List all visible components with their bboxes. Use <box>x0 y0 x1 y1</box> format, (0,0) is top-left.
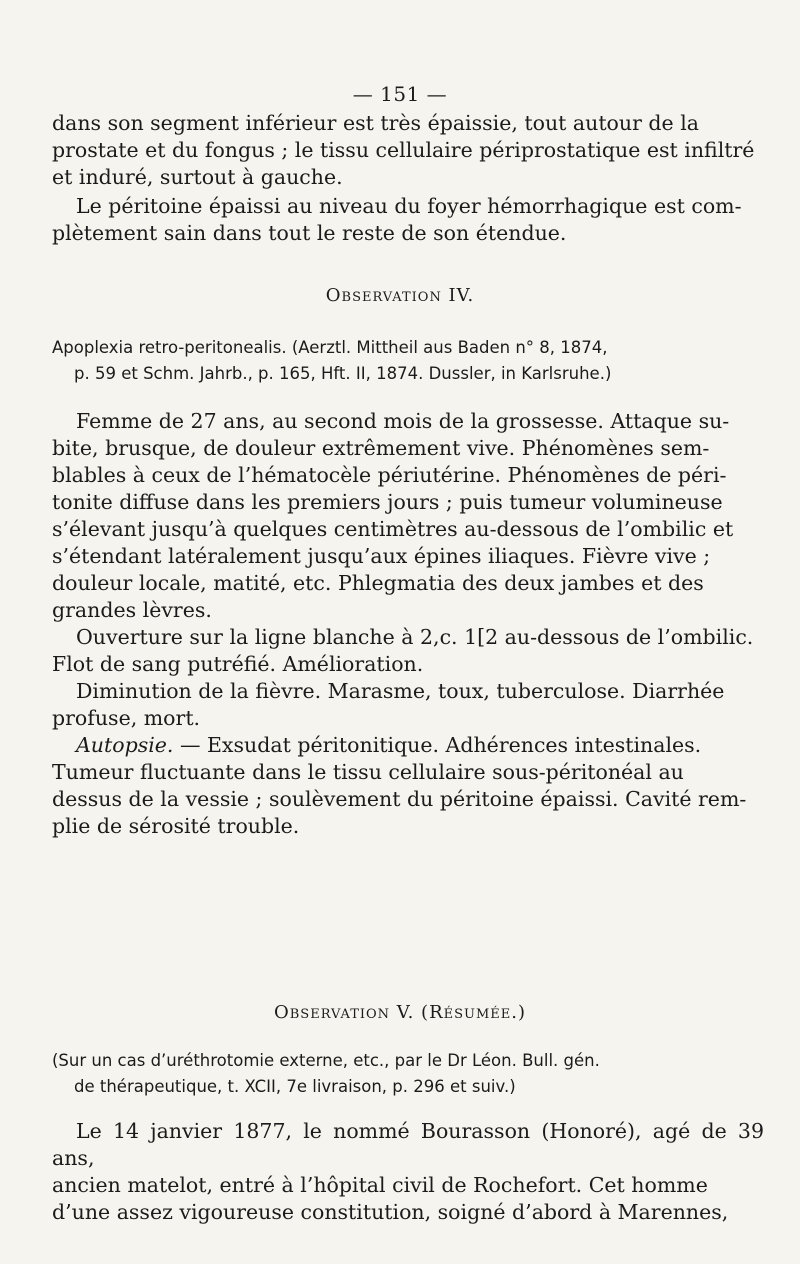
text-line: et induré, surtout à gauche. <box>52 165 343 189</box>
text-line: douleur locale, matité, etc. Phlegmatia des deux jambes et des <box>52 571 704 595</box>
text-line: s’élevant jusqu’à quelques centimètres au-dessous de l’ombilic et <box>52 517 734 541</box>
text-line: s’étendant latéralement jusqu’aux épines iliaques. Fièvre vive ; <box>52 544 711 568</box>
observation-iv-case-paragraph <box>52 408 764 840</box>
text-line: blables à ceux de l’hématocèle périutérine. Phénomènes de péri- <box>52 463 727 487</box>
text-line: dans son segment inférieur est très épaissie, tout autour de la <box>52 111 699 135</box>
text-line: d’une assez vigoureuse constitution, soigné d’abord à Marennes, <box>52 1200 729 1224</box>
text-line: Flot de sang putréfié. Amélioration. <box>52 652 424 676</box>
text-line: grandes lèvres. <box>52 598 212 622</box>
text-line: Le 14 janvier 1877, le nommé Bourasson (Honoré), agé de 39 ans, <box>52 1119 764 1170</box>
autopsie-label: Autopsie. <box>76 733 174 757</box>
text-line: bite, brusque, de douleur extrêmement vive. Phénomènes sem- <box>52 436 710 460</box>
reference-line: de thérapeutique, t. XCII, 7e livraison, p. 296 et suiv.) <box>74 1077 516 1096</box>
text-line: Femme de 27 ans, au second mois de la grossesse. Attaque su- <box>76 409 730 433</box>
observation-v-reference <box>52 1048 764 1100</box>
observation-v-heading: Observation V. (Résumée.) <box>273 1002 527 1023</box>
peritoine-paragraph <box>52 193 764 247</box>
observation-iv-reference <box>52 335 764 387</box>
text-line: dessus de la vessie ; soulèvement du péritoine épaissi. Cavité rem- <box>52 787 747 811</box>
reference-line: Apoplexia retro-peritonealis. (Aerztl. Mittheil aus Baden n° 8, 1874, <box>52 338 608 357</box>
text-line: Tumeur fluctuante dans le tissu cellulaire sous-péritonéal au <box>52 760 684 784</box>
text-line: Ouverture sur la ligne blanche à 2,c. 1[2 au-dessous de l’ombilic. <box>76 625 754 649</box>
reference-line: (Sur un cas d’uréthrotomie externe, etc., par le Dr Léon. Bull. gén. <box>52 1051 600 1070</box>
opening-paragraph <box>52 110 764 191</box>
page-number: — 151 — <box>352 82 448 106</box>
text-line: plètement sain dans tout le reste de son étendue. <box>52 221 567 245</box>
reference-line: p. 59 et Schm. Jahrb., p. 165, Hft. II, 1874. Dussler, in Karlsruhe.) <box>74 364 612 383</box>
text-line: prostate et du fongus ; le tissu cellulaire périprostatique est infiltré <box>52 138 755 162</box>
autopsie-line <box>52 732 764 759</box>
text-line: tonite diffuse dans les premiers jours ; puis tumeur volumineuse <box>52 490 723 514</box>
observation-iv-heading: Observation IV. <box>325 285 475 306</box>
text-line: — Exsudat péritonitique. Adhérences intestinales. <box>173 733 702 757</box>
observation-v-case-paragraph <box>52 1118 764 1226</box>
text-line: Le péritoine épaissi au niveau du foyer hémorrhagique est com- <box>76 194 742 218</box>
text-line: ancien matelot, entré à l’hôpital civil de Rochefort. Cet homme <box>52 1173 708 1197</box>
text-line: profuse, mort. <box>52 706 201 730</box>
text-line: plie de sérosité trouble. <box>52 814 300 838</box>
text-line: Diminution de la fièvre. Marasme, toux, tuberculose. Diarrhée <box>76 679 725 703</box>
